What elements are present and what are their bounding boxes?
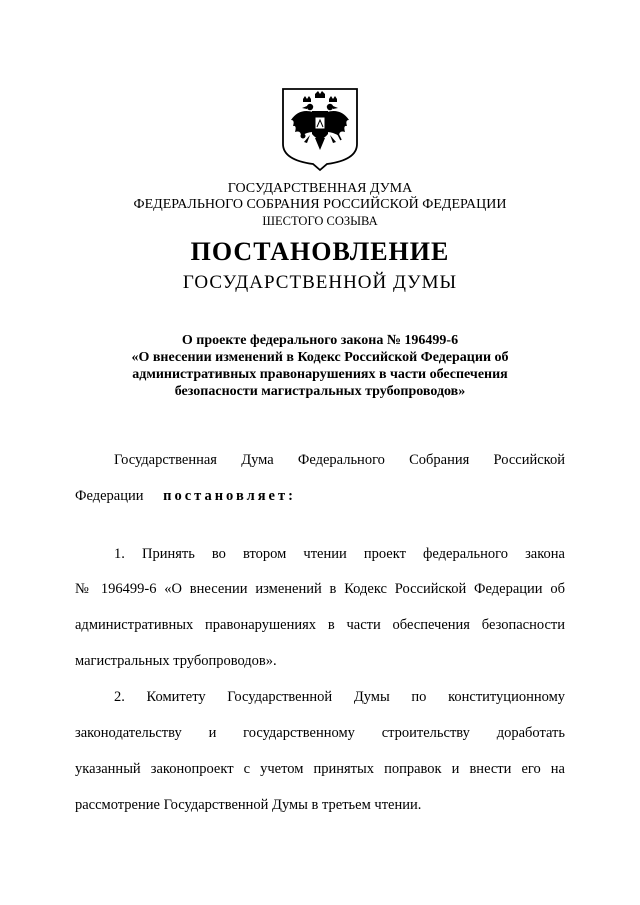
preamble-country: Федерации bbox=[75, 488, 144, 504]
preamble-line-2 bbox=[75, 487, 565, 505]
header-line-1: ГОСУДАРСТВЕННАЯ ДУМА bbox=[227, 181, 413, 196]
item1-line-3: административных правонарушениях в части обеспечения безопасности bbox=[75, 617, 565, 633]
subject-line-4: безопасности магистральных трубопроводов» bbox=[174, 384, 466, 399]
item2-line-1: 2. Комитету Государственной Думы по конституционному bbox=[114, 689, 565, 705]
subject-line-3: административных правонарушениях в части обеспечения bbox=[132, 367, 508, 382]
preamble-verb: постановляет: bbox=[163, 488, 296, 504]
russian-coat-of-arms-icon bbox=[277, 86, 363, 172]
subject-line-1: О проекте федерального закона № 196499-6 bbox=[181, 333, 459, 348]
header-line-3: ШЕСТОГО СОЗЫВА bbox=[262, 214, 378, 228]
item2-line-4: рассмотрение Государственной Думы в третьем чтении. bbox=[75, 797, 422, 813]
item1-line-1: 1. Принять во втором чтении проект федерального закона bbox=[114, 546, 565, 562]
item1-line-4: магистральных трубопроводов». bbox=[75, 653, 277, 669]
preamble-line-1: Государственная Дума Федерального Собрания Российской bbox=[114, 452, 565, 468]
subject-line-2: «О внесении изменений в Кодекс Российской Федерации об bbox=[131, 350, 509, 365]
document-subtitle: ГОСУДАРСТВЕННОЙ ДУМЫ bbox=[182, 272, 458, 293]
item2-line-3: указанный законопроект с учетом принятых поправок и внести его на bbox=[75, 761, 565, 777]
item1-line-2: № 196499-6 «О внесении изменений в Кодекс Российской Федерации об bbox=[75, 581, 565, 597]
header-line-2: ФЕДЕРАЛЬНОГО СОБРАНИЯ РОССИЙСКОЙ ФЕДЕРАЦИИ bbox=[133, 197, 507, 212]
document-title: ПОСТАНОВЛЕНИЕ bbox=[190, 237, 450, 266]
item2-line-2: законодательству и государственному строительству доработать bbox=[75, 725, 565, 741]
